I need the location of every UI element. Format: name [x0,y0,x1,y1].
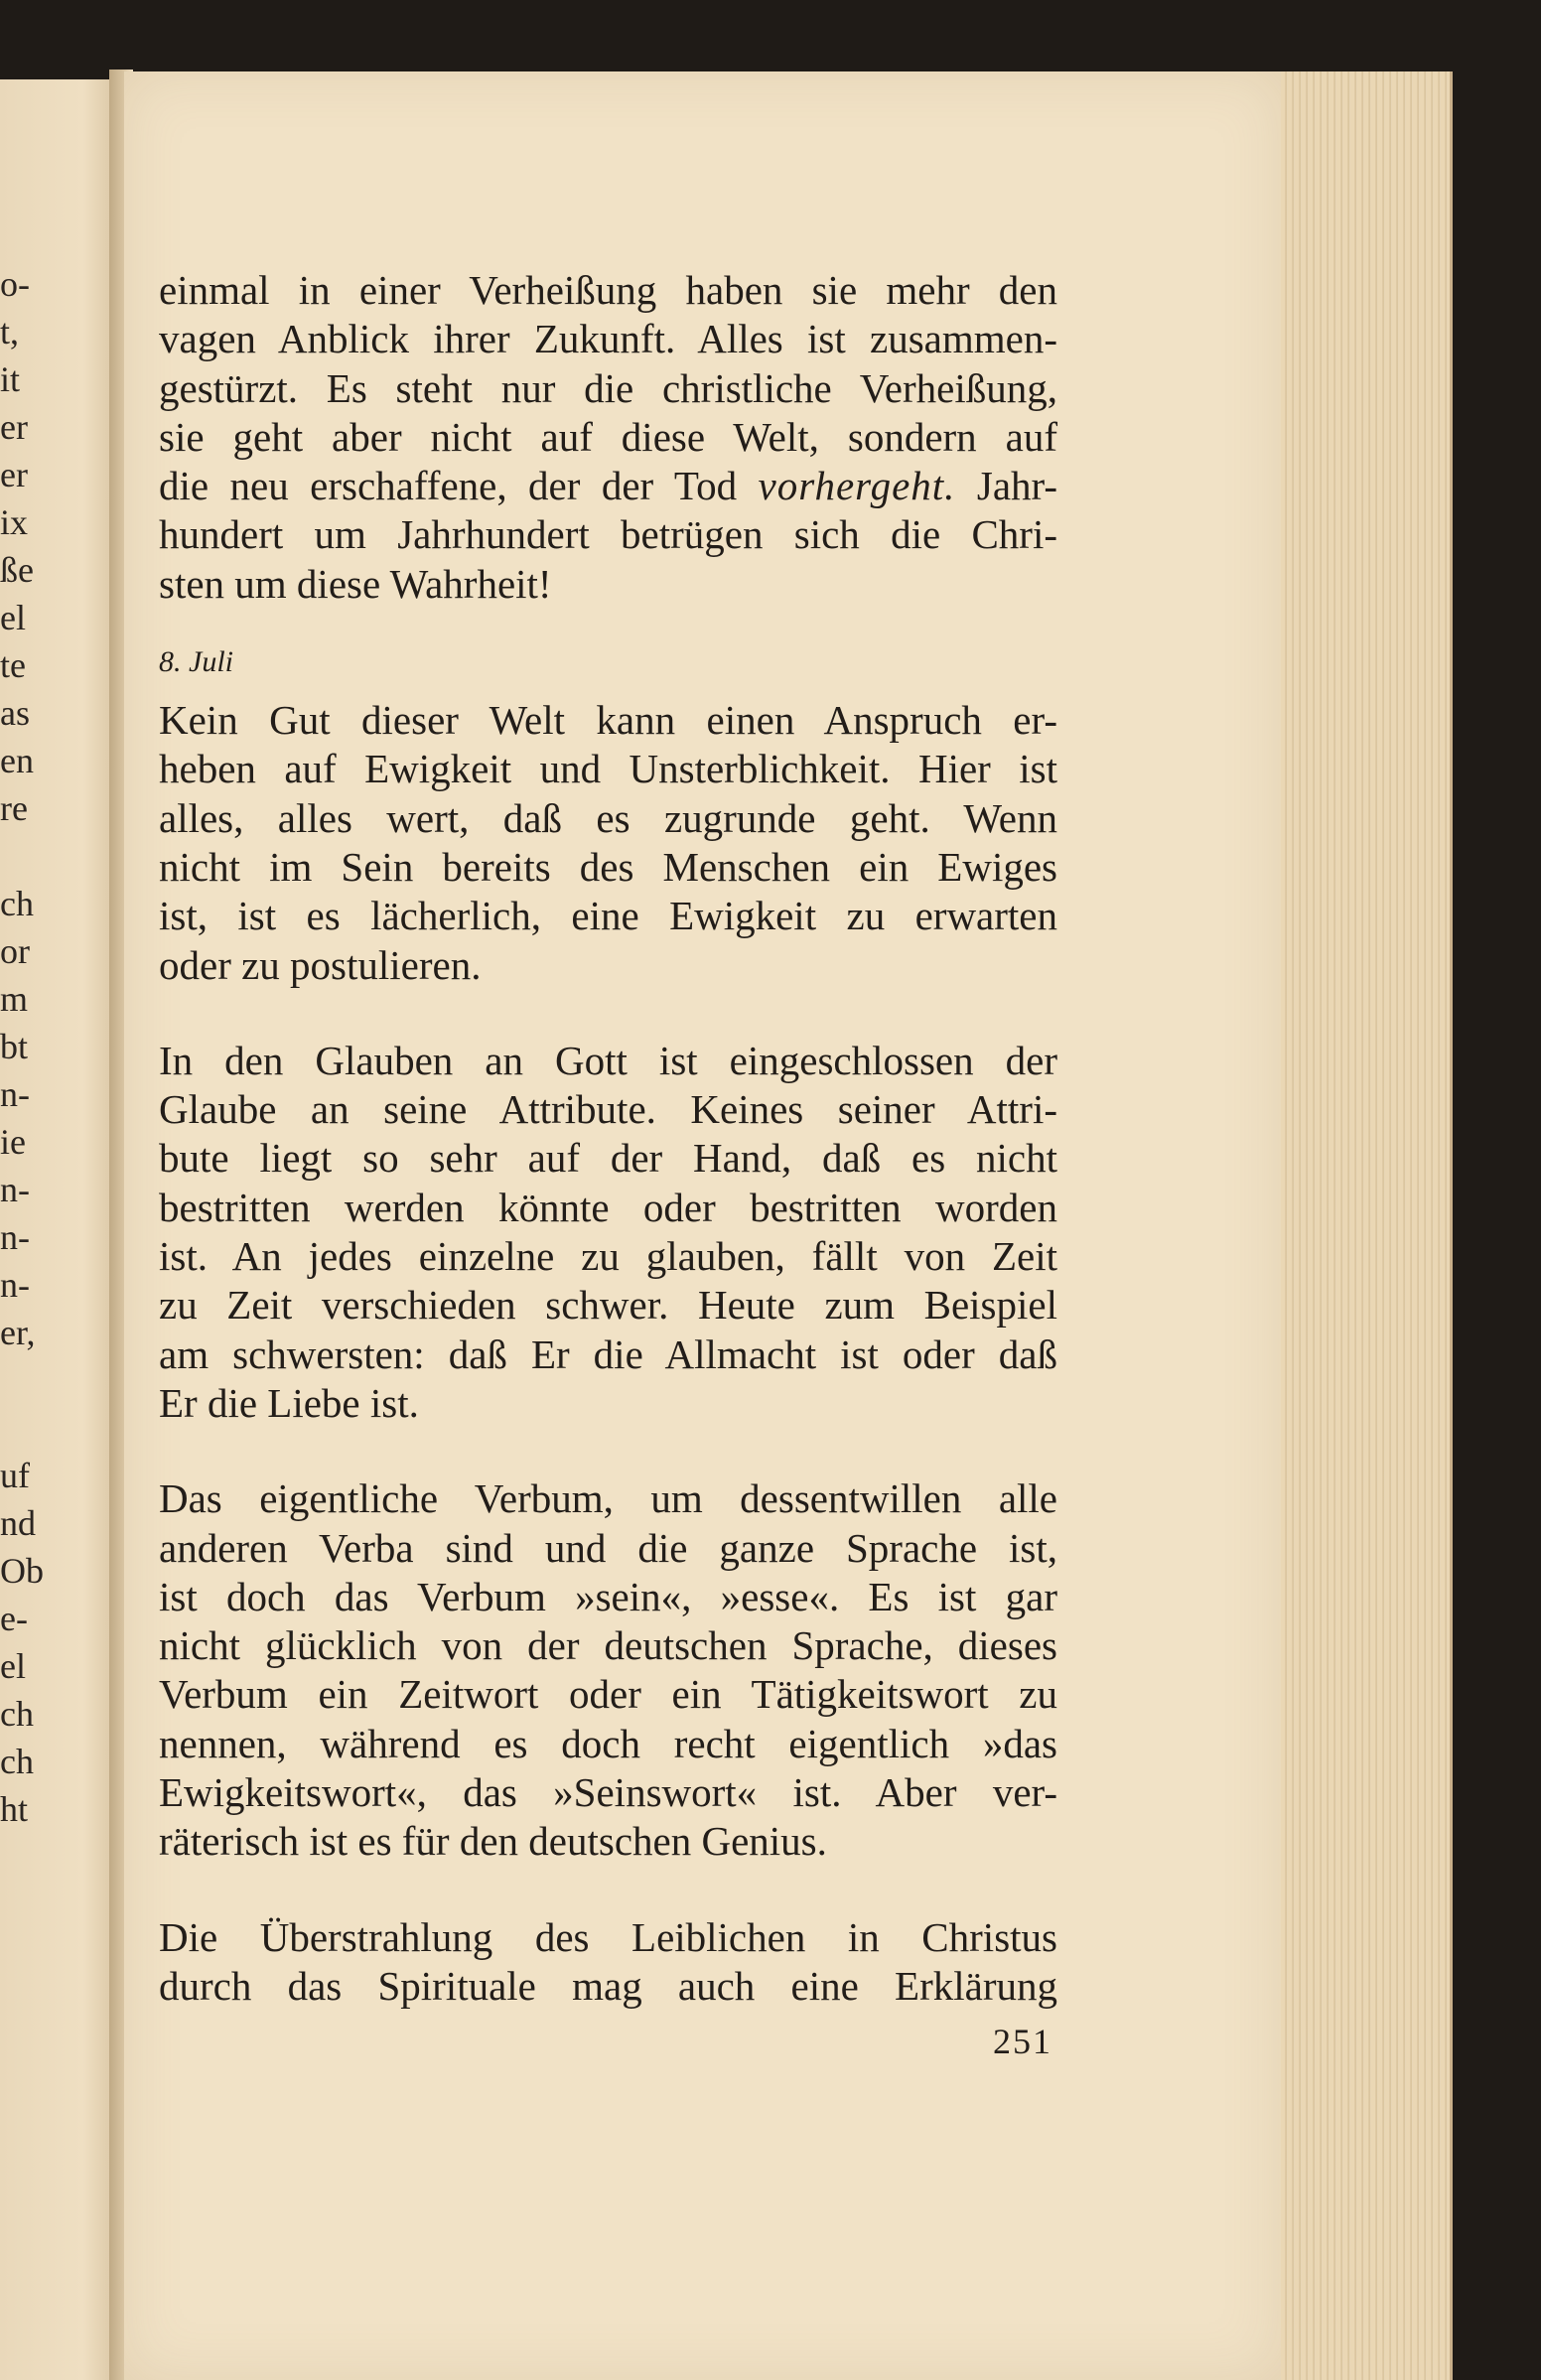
left-fragment: te [0,645,26,685]
left-fragment: Ob [0,1551,44,1591]
text-fragment: die neu erschaffene, der der Tod [159,463,759,509]
text-line: gestürzt. Es steht nur die christliche Verheißung, [159,364,1057,411]
page-edges [1281,71,1453,2380]
left-fragment: ch [0,1694,34,1734]
left-fragment: er [0,407,28,447]
left-fragment: or [0,931,30,971]
text-line: hundert um Jahrhundert betrügen sich die Chri- [159,511,1057,558]
text-line: vagen Anblick ihrer Zukunft. Alles ist zusammen- [159,316,1057,362]
left-fragment: o- [0,264,30,304]
text-line: bestritten werden könnte oder bestritten worden [159,1184,1057,1230]
text-line: heben auf Ewigkeit und Unsterblichkeit. Hier ist [159,746,1057,792]
text-line [159,462,1057,510]
left-fragment: er, [0,1313,36,1352]
left-fragment: ix [0,502,29,542]
left-fragment: ße [0,550,34,590]
text-line: zu Zeit verschieden schwer. Heute zum Beispiel [159,1282,1057,1329]
text-line: Kein Gut dieser Welt kann einen Anspruch er- [159,697,1057,744]
left-fragment: ch [0,884,34,923]
left-fragment: n- [0,1265,30,1305]
left-fragment: n- [0,1170,30,1209]
paragraph-gap [159,1867,1057,1913]
left-fragment: el [0,1646,26,1686]
left-fragment: t, [0,312,20,351]
text-line: nennen, während es doch recht eigentlich »das [159,1720,1057,1766]
text-line: ist, ist es lächerlich, eine Ewigkeit zu erwarten [159,893,1057,939]
paragraph-5 [159,1913,1057,2012]
left-fragment: it [0,359,21,399]
text-line: oder zu postulieren. [159,941,482,988]
paragraph-1 [159,266,1057,609]
page-text [159,266,1057,2011]
left-fragment [0,832,89,880]
text-line: In den Glauben an Gott ist eingeschlossen der [159,1037,1057,1083]
text-line: Ewigkeitswort«, das »Seinswort« ist. Aber ver- [159,1769,1057,1816]
paragraph-4 [159,1474,1057,1866]
text-line: anderen Verba sind und die ganze Sprache ist, [159,1524,1057,1571]
paragraph-3 [159,1037,1057,1428]
text-line: am schwersten: daß Er die Allmacht ist oder daß [159,1330,1057,1377]
text-line: bute liegt so sehr auf der Hand, daß es nicht [159,1135,1057,1182]
text-fragment: Jahr- [955,463,1058,509]
text-line: Die Überstrahlung des Leiblichen in Christus [159,1913,1057,1960]
text-line: ist doch das Verbum »sein«, »esse«. Es ist gar [159,1573,1057,1619]
text-line: einmal in einer Verheißung haben sie mehr den [159,267,1057,313]
paragraph-2 [159,696,1057,990]
page-number: 251 [993,2022,1052,2061]
text-line: sten um diese Wahrheit! [159,560,552,607]
left-fragment: ch [0,1742,34,1781]
left-fragment: ht [0,1789,29,1829]
text-line: Das eigentliche Verbum, um dessentwillen alle [159,1475,1057,1522]
date-heading: 8. Juli [159,645,233,679]
left-fragment: el [0,598,26,637]
left-fragment: as [0,693,30,733]
text-line: Verbum ein Zeitwort oder ein Tätigkeitswort zu [159,1671,1057,1718]
left-fragment: uf [0,1456,30,1495]
text-line: nicht im Sein bereits des Menschen ein Ewiges [159,843,1057,890]
emphasized-word: vorhergeht. [758,463,956,509]
text-line: ist. An jedes einzelne zu glauben, fällt von Zeit [159,1233,1057,1280]
left-fragment: e- [0,1599,28,1638]
left-page-text-fragments [0,260,89,1833]
left-fragment: er [0,455,28,494]
left-fragment: n- [0,1074,30,1114]
left-fragment [0,1404,89,1452]
left-fragment: n- [0,1217,30,1257]
text-line: sie geht aber nicht auf diese Welt, sondern auf [159,413,1057,460]
left-fragment: nd [0,1503,36,1543]
paragraph-gap [159,990,1057,1037]
text-line: durch das Spirituale mag auch eine Erklärung [159,1962,1057,2009]
left-fragment: ie [0,1122,26,1162]
text-line: Er die Liebe ist. [159,1379,419,1426]
text-line: räterisch ist es für den deutschen Genius. [159,1818,827,1865]
left-fragment: en [0,741,34,780]
left-fragment: bt [0,1027,29,1066]
left-fragment [0,1356,89,1404]
left-fragment: m [0,979,29,1019]
paragraph-gap [159,1428,1057,1474]
left-fragment: re [0,788,28,828]
text-line: nicht glücklich von der deutschen Sprache, dieses [159,1622,1057,1669]
text-line: alles, alles wert, daß es zugrunde geht. Wenn [159,794,1057,841]
text-line: Glaube an seine Attribute. Keines seiner Attri- [159,1086,1057,1133]
